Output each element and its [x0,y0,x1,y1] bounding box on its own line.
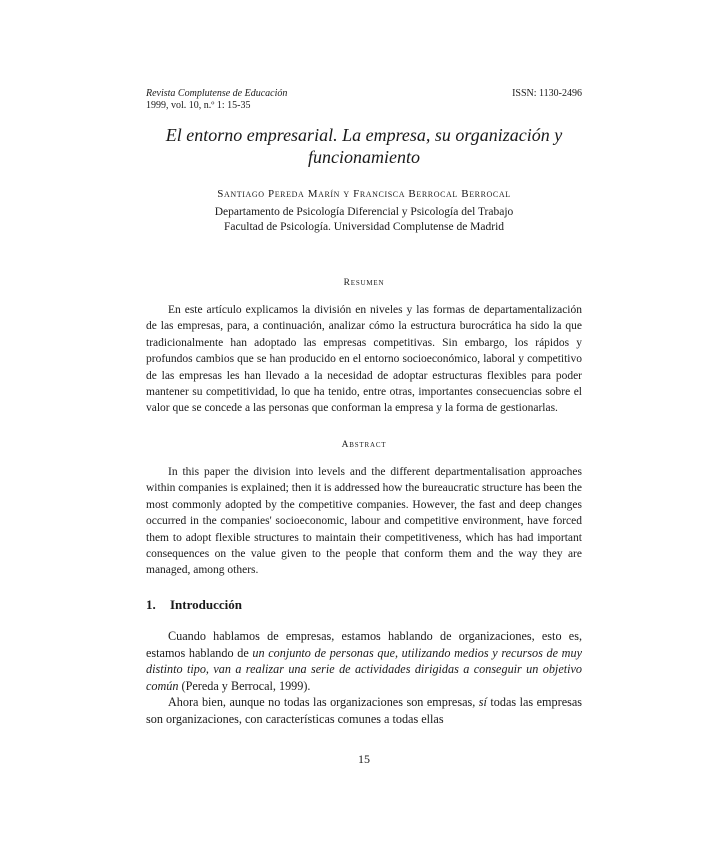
intro-paragraph-1 [146,628,582,694]
affiliation-faculty: Facultad de Psicología. Universidad Complutense de Madrid [223,221,505,233]
affiliation-department: Departamento de Psicología Diferencial y Psicología del Trabajo [214,206,514,218]
intro-p1-citation: (Pereda y Berrocal, 1999). [178,678,311,693]
section-title: Introducción [170,597,242,612]
intro-p1-text: Cuando hablamos de empresas, estamos hablando de organizaciones, esto es, estamos hablando de [146,629,582,660]
article-title: El entorno empresarial. La empresa, su organización y funcionamiento [165,125,563,167]
intro-p2-emphasis: sí [478,695,487,709]
resumen-heading: Resumen [343,278,385,288]
intro-p1-definition: un conjunto de personas que, utilizando medios y recursos de muy distinto tipo, van a realizar una serie de actividades dirigidas a conseguir un objetivo común [146,645,582,693]
issn: ISSN: 1130-2496 [512,88,582,99]
section-heading [146,597,242,613]
journal-name: Revista Complutense de Educación [146,88,288,99]
intro-paragraph-2 [146,694,582,727]
abstract-heading: Abstract [341,440,387,450]
affiliation [140,205,588,235]
resumen-text: En este artículo explicamos la división en niveles y las formas de departamentalización de las empresas, para, a continuación, analizar cómo la estructura burocrática ha sido la que tradicionalmente han adoptado las empresas competitivas. Sin embargo, los rápidos y profundos cambios que se han producido en el entorno socioeconómico, laboral y competitivo de las empresas les han llevado a la necesidad de adoptar estructuras flexibles para poder mantener su competitividad, lo que ha tenido, entre otras, importantes consecuencias sobre el valor que se concede a las personas que conforman la empresa y la forma de gestionarlas. [146,304,582,415]
journal-volume: 1999, vol. 10, n.º 1: 15-35 [146,100,251,111]
intro-p2-text: Ahora bien, aunque no todas las organizaciones son empresas, [168,695,479,709]
authors: Santiago Pereda Marín y Francisca Berrocal Berrocal [217,188,511,200]
page-number: 15 [358,752,370,766]
abstract-text: In this paper the division into levels and the different departmentalisation approaches within companies is explained; then it is addressed how the bureaucratic structure has been the most commonly adopted by the competitive companies. However, the fast and deep changes occurred in the companies' socioeconomic, labour and competitive environment, have forced them to adopt flexible structures to maintain their competitiveness, which has had important consequences on the value given to the people that conform them and the way they are managed, among others. [146,466,582,577]
intro-p2-text-end: todas las empresas son organizaciones, con características comunes a todas ellas [146,695,582,726]
section-number: 1. [146,597,156,612]
journal-header [146,88,287,112]
